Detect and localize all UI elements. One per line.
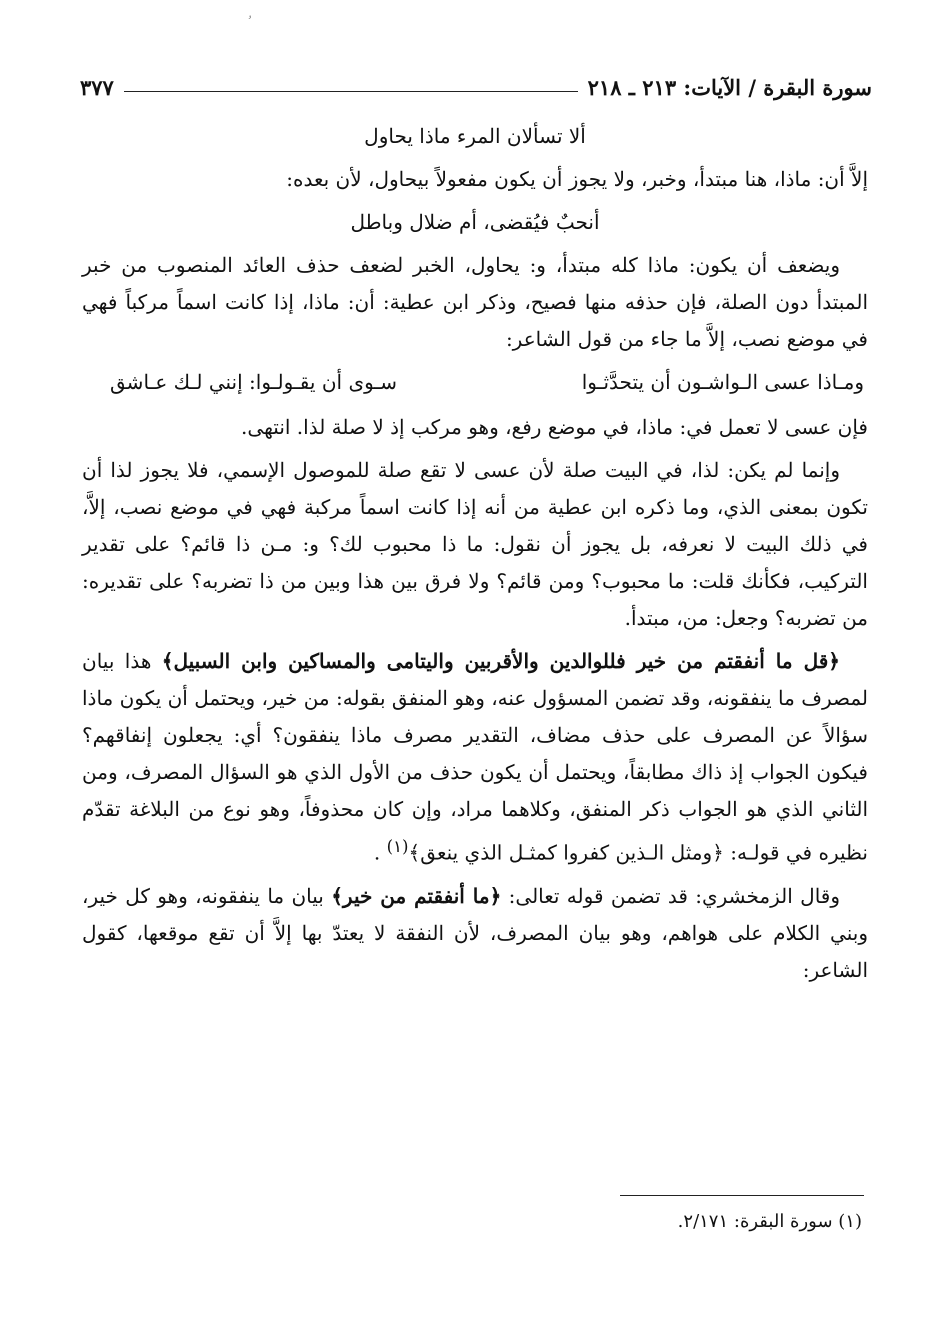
page-number: ٣٧٧	[80, 75, 114, 100]
paragraph-2: ويضعف أن يكون: ماذا كله مبتدأ، و: يحاول، الخبر لضعف حذف العائد المنصوب من خبر المبتدأ دون الصلة، فإن حذفه منها فصيح، وذكر ابن عطية: أن: ماذا، إذا كانت اسماً مركباً فهي في موضع نصب، إلاَّ ما جاء من قول الشاعر:	[82, 253, 868, 351]
header-title: سورة البقرة / الآيات: ٢١٣ ـ ٢١٨	[587, 75, 872, 100]
paragraph-6	[82, 878, 868, 989]
quran-quote-2: ﴿ما أنفقتم من خير﴾	[331, 883, 502, 908]
verse-line-1: ألا تسألان المرء ماذا يحاول	[364, 124, 586, 148]
paragraph-5-end: .	[373, 840, 387, 865]
running-header	[80, 60, 872, 100]
footnote: (١) سورة البقرة: ٢/١٧١.	[677, 1211, 862, 1232]
poetry-verse	[82, 364, 868, 401]
paragraph-1: إلاَّ أن: ماذا، هنا مبتدأ، وخبر، ولا يجوز أن يكون مفعولاً بيحاول، لأن بعده:	[286, 167, 868, 191]
quran-quote-1: ﴿قل ما أنفقتم من خير فللوالدين والأقربين واليتامى والمساكين وابن السبيل﴾	[161, 649, 840, 673]
footnote-ref: (١)	[386, 837, 409, 856]
verse-line-2: أنحبٌ فيُقضى، أم ضلال وباطل	[350, 210, 600, 234]
paragraph-5-text: هذا بيان لمصرف ما ينفقونه، وقد تضمن المسؤول عنه، وهو المنفق بقوله: من خير، ويحتمل أن يكون ماذا سؤالاً عن المصرف على حذف مضاف، التقدير مصرف ماذا ينفقون؟ أي: يجعلون إنفاقهم؟ فيكون الجواب إذ ذاك مطابقاً، ويحتمل أن يكون حذف من الأول الذي هو السؤال المصرف، ومن الثاني الذي هو الجواب ذكر المنفق، وكلاهما مراد، وإن كان محذوفاً، وهو نوع من البلاغة تقدّم نظيره في قولـه: ﴿ومثل الـذين كفروا كمثـل الذي ينعق﴾	[82, 649, 869, 865]
paragraph-5	[82, 643, 868, 872]
paragraph-3: فإن عسى لا تعمل في: ماذا، في موضع رفع، وهو مركب إذ لا صلة لذا. انتهى.	[241, 415, 868, 439]
verse-hemistich-1: ومـاذا عسى الـواشـون أن يتحدَّثـوا	[581, 370, 864, 394]
verse-hemistich-2: سـوى أن يقـولـوا: إنني لـك عـاشق	[110, 370, 398, 394]
paragraph-4: وإنما لم يكن: لذا، في البيت صلة لأن عسى لا تقع صلة للموصول الإسمي، فلا يجوز لذا أن تكون بمعنى الذي، وما ذكره ابن عطية من أنه إذا كانت اسماً مركبة فهي في موضع نصب، إلاَّ، في ذلك البيت لا نعرفه، بل يجوز أن نقول: ما ذا محبوب لك؟ و: مـن ذا قائم؟ على تقدير التركيب، فكأنك قلت: ما محبوب؟ ومن قائم؟ ولا فرق بين هذا وبين من ذا تضربه؟ على تقديره: من تضربه؟ وجعل: من، مبتدأ.	[82, 458, 868, 630]
footnote-rule	[620, 1195, 864, 1196]
main-text	[82, 118, 868, 995]
paragraph-6-a: وقال الزمخشري: قد تضمن قوله تعالى:	[501, 883, 841, 908]
paragraph-6-b: بيان ما ينفقونه، وهو كل خير، وبني الكلام على هواهم، وهو بيان المصرف، لأن النفقة لا يعتدّ بها إلاَّ أن تقع موقعها، كقول الشاعر:	[82, 883, 868, 982]
header-rule	[124, 91, 578, 92]
top-mark: ۥ	[248, 10, 252, 26]
